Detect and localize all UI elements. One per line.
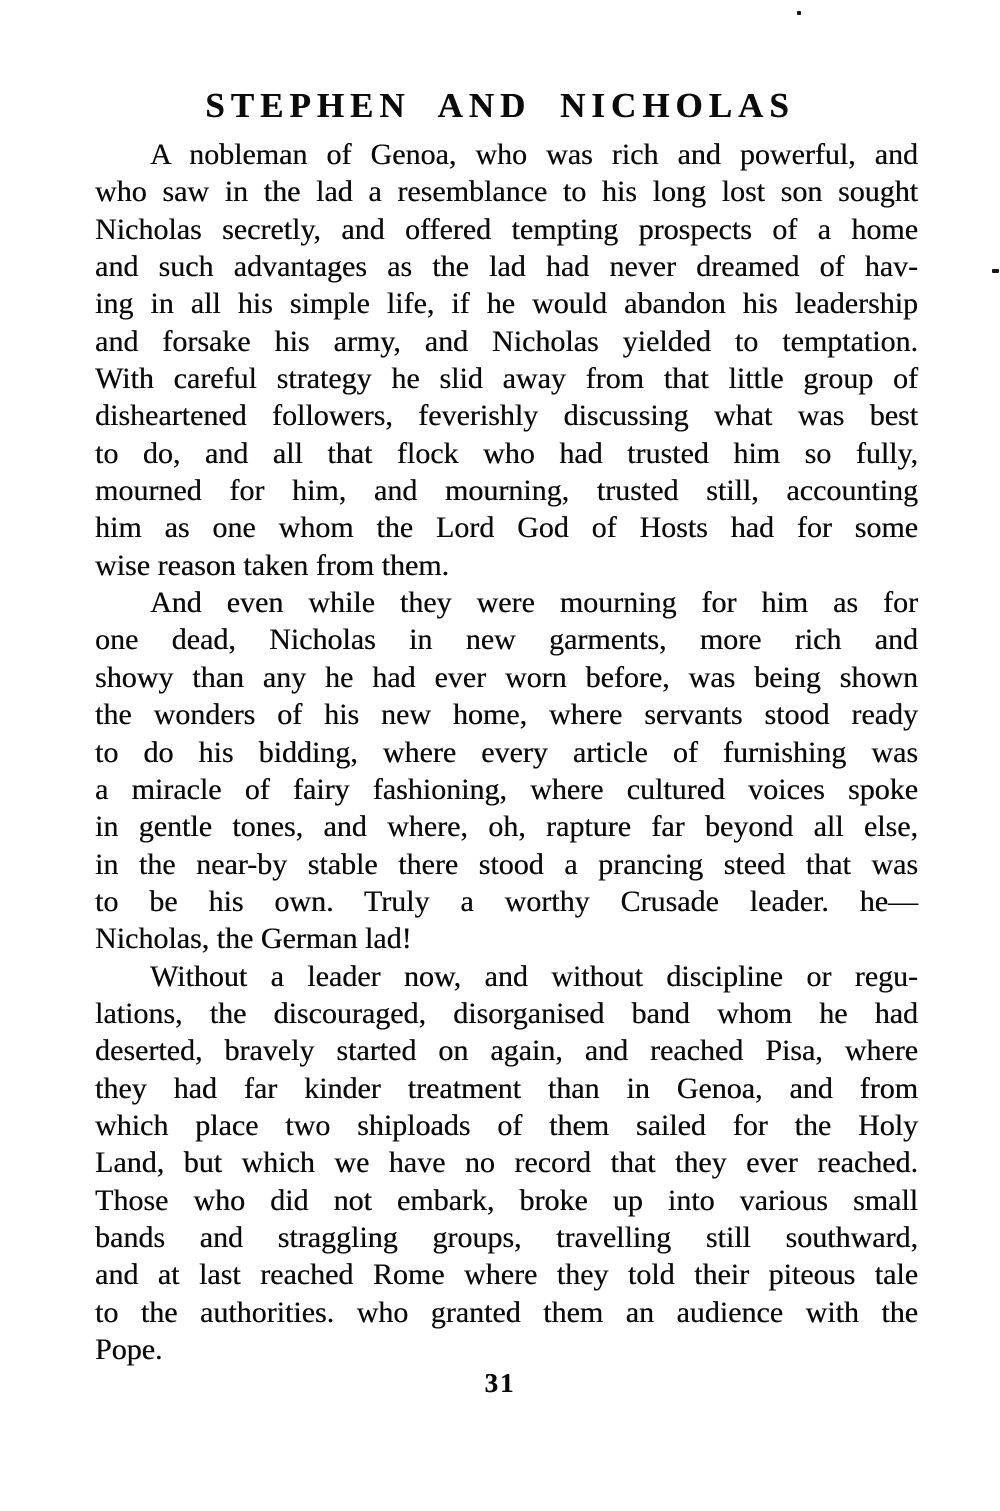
text-line: to the authorities. who granted them an audience with the: [95, 1295, 918, 1329]
text-line: A nobleman of Genoa, who was rich and powerful, and: [150, 138, 918, 171]
text-line: who saw in the lad a resemblance to his long lost son sought: [95, 175, 918, 209]
text-line: and forsake his army, and Nicholas yielded to temptation.: [95, 324, 918, 358]
text-line: Pope.: [95, 1333, 163, 1366]
text-line: in the near-by stable there stood a prancing steed that was: [95, 847, 918, 881]
text-line: With careful strategy he slid away from that little group of: [95, 362, 918, 396]
text-line: And even while they were mourning for him as for: [150, 586, 918, 620]
text-line: to do his bidding, where every article of furnishing was: [95, 735, 918, 769]
scan-speck: [797, 11, 801, 15]
page-number: 31: [484, 1368, 516, 1398]
text-line: to be his own. Truly a worthy Crusade leader. he—: [95, 884, 918, 918]
text-line: wise reason taken from them.: [95, 548, 450, 582]
page-body: [95, 136, 918, 1368]
text-line: ing in all his simple life, if he would abandon his leadership: [95, 287, 918, 321]
text-line: deserted, bravely started on again, and reached Pisa, where: [95, 1034, 918, 1068]
text-line: Those who did not embark, broke up into various small: [95, 1183, 918, 1217]
text-line: Nicholas, the German lad!: [95, 922, 412, 956]
text-line: him as one whom the Lord God of Hosts had for some: [95, 511, 918, 545]
text-line: one dead, Nicholas in new garments, more rich and: [95, 623, 918, 657]
text-line: Land, but which we have no record that they ever reached.: [95, 1146, 918, 1180]
text-line: which place two shiploads of them sailed for the Holy: [95, 1108, 918, 1142]
text-line: and at last reached Rome where they told their piteous tale: [95, 1258, 918, 1292]
text-line: a miracle of fairy fashioning, where cultured voices spoke: [95, 772, 918, 806]
text-line: they had far kinder treatment than in Genoa, and from: [95, 1071, 918, 1105]
text-line: in gentle tones, and where, oh, rapture far beyond all else,: [95, 810, 918, 844]
text-line: lations, the discouraged, disorganised band whom he had: [95, 996, 918, 1030]
text-line: and such advantages as the lad had never dreamed of hav-: [95, 250, 918, 284]
text-line: to do, and all that flock who had trusted him so fully,: [95, 436, 918, 470]
text-line: the wonders of his new home, where servants stood ready: [95, 698, 918, 732]
page-title: STEPHEN AND NICHOLAS: [205, 86, 795, 126]
text-line: Nicholas secretly, and offered tempting prospects of a home: [95, 212, 918, 246]
text-line: mourned for him, and mourning, trusted still, accounting: [95, 474, 918, 508]
text-line: disheartened followers, feverishly discussing what was best: [95, 399, 918, 433]
text-line: bands and straggling groups, travelling still southward,: [95, 1220, 918, 1254]
text-line: Without a leader now, and without discipline or regu-: [150, 959, 918, 993]
text-line: showy than any he had ever worn before, was being shown: [95, 660, 918, 694]
scan-speck: [992, 269, 999, 273]
